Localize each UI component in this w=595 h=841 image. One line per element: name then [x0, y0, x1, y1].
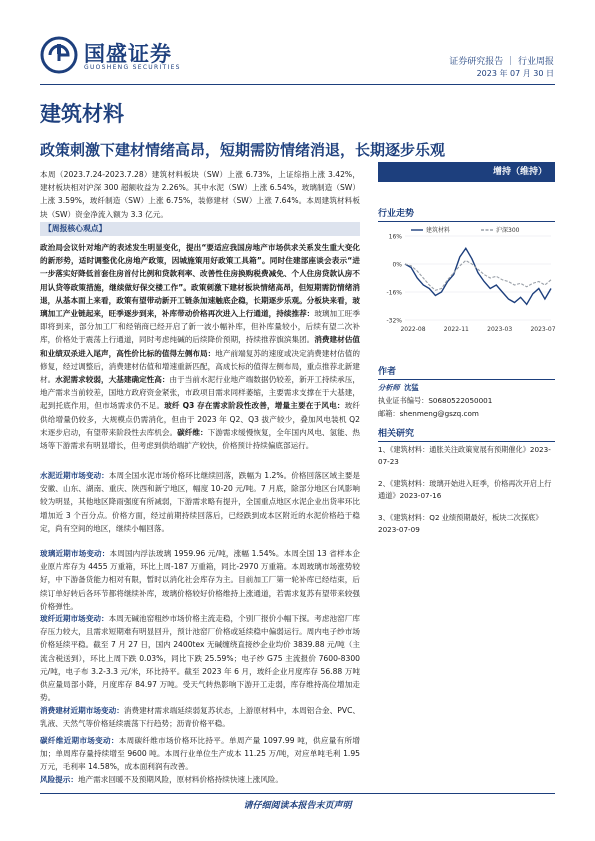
y-tick-label: -16% [386, 289, 402, 297]
core-view-title: 【周报核心观点】 [40, 222, 360, 236]
core-view-building: 地产前端复苏的速度或决定消费建材估值的修复，经过调整后，消费建材估值和增速重新匹配，高成长标的值得左侧布局，重点推荐北新建材。 [40, 348, 360, 385]
report-headline: 政策刺激下建材情绪高昂，短期需防情绪消退，长期逐步乐观 [40, 141, 446, 159]
y-tick-label: 0% [392, 261, 402, 269]
report-date: 2023 年 07 月 30 日 [476, 69, 554, 78]
x-tick-label: 2022-08 [400, 326, 426, 333]
building-title: 消费建材近期市场变动： [40, 706, 124, 715]
footer-divider [40, 793, 555, 794]
glass-text: 本周国内浮法玻璃 1959.96 元/吨，涨幅 1.54%。本周全国 13 省样本企业原片库存为 4455 万重箱，环比上周-187 万重箱，同比-2970 万重箱。本周玻璃市场涨势较好，中下游备货能力相对有限，暂时以消化社会库存为主。目前加工厂第一轮补库已经结束，后续订单好转后各环节都将继续补库，玻璃价格较好价格维持上涨通道，若需求复苏有望带来较强价格弹性。 [40, 549, 360, 611]
y-tick-label: 16% [388, 233, 402, 241]
header-divider [40, 84, 555, 85]
series-line [405, 248, 551, 304]
authors-title: 作者 [378, 364, 555, 380]
building-text: 消费建材需求端延续弱复苏状态，上游原材料中，本周铝合金、PVC、乳液、天然气等价格延续震荡下行趋势；沥青价格平稳。 [40, 706, 361, 729]
core-view-carbon: 下游需求缓慢恢复，全年国内风电、氢能、热场等下游需求有明显增长，但考虑到供给端扩产较快，价格预计持续偏底部运行。 [40, 427, 361, 451]
x-tick-label: 2023-03 [487, 326, 513, 333]
legend-label: 沪深300 [496, 227, 520, 234]
related-item[interactable]: 3、《建筑材料：Q2 业绩预期最好，板块二次探底》2023-07-09 [378, 513, 543, 534]
core-view-building-bold: 消费建材估值和业绩双杀进入尾声，高性价比标的值得左侧布局： [40, 335, 361, 358]
risk-text: 地产需求回暖不及预期风险，原材料价格持续快速上涨风险。 [77, 775, 283, 784]
core-view-cement-bold: 水泥需求较弱，大基建确定性高： [55, 375, 170, 385]
logo-text-cn: 国盛证券 [84, 42, 172, 66]
fiber-paragraph [40, 612, 360, 704]
logo-mark-icon [40, 36, 78, 74]
legend-label: 建筑材料 [426, 227, 451, 234]
core-view-fiber: 玻纤供给增量仍较多，大规模点仍需消化，但由于 2023 年 Q2、Q3 拔产较少，叠加风电装机 Q2 末逐步启动，有望带来阶段性去库机会。 [40, 401, 361, 437]
analyst-cert: 执业证书编号：S0680522050001 [378, 396, 493, 405]
risk-title: 风险提示： [40, 775, 78, 784]
core-view-fiber-bold: 玻纤 Q3 存在需求阶段性改善，增量主要在于风电： [164, 401, 345, 411]
report-type: 证券研究报告 ｜ 行业周报 [449, 57, 554, 67]
series-line [405, 261, 551, 291]
company-logo [40, 36, 190, 74]
building-paragraph [40, 704, 360, 730]
cement-title: 水泥近期市场变动： [40, 471, 109, 480]
carbon-title: 碳纤维近期市场变动： [40, 736, 119, 745]
related-item[interactable]: 2、《建筑材料：玻璃开始进入旺季，价格再次开启上行通道》2023-07-16 [378, 479, 552, 500]
analyst-label: 分析师 [378, 383, 400, 392]
core-view-bold: 政治局会议针对地产的表述发生明显变化，提出“要适应我国房地产市场供求关系发生重大变化的新形势，适时调整优化房地产政策，因城施策用好政策工具箱”。同时住建部座谈会表示“进一步落实好降低首套住房首付比例和贷款利率、改善性住房换购税费减免、个人住房贷款认房不用认贷等政策措施，继续做好保交楼工作”。政策刺激下建材板块情绪高昂，但短期需防情绪消退，从基本面上来看，政策有望带动新开工链条加速触底企稳，长期逐步乐观。分板块来看，玻璃加工产业链起来，旺季逐步到来，补库带动价格再次进入上行通道，持续推荐： [40, 243, 360, 319]
core-view-text [40, 241, 360, 452]
x-tick-label: 2023-07 [530, 326, 556, 333]
x-tick-label: 2022-11 [443, 326, 469, 333]
analyst-email[interactable]: 邮箱：shenmeng@gszq.com [378, 409, 479, 418]
carbon-text: 本周碳纤维市场价格环比持平。单周产量 1097.99 吨，供应量有所增加；单周库存量持续增至 9600 吨。本周行业单位生产成本 11.25 万/吨，对应单吨毛利 1.95 万元，毛利率 14.58%，成本面利润有改善。 [40, 736, 360, 772]
analyst-line [378, 382, 555, 394]
industry-trend-chart [375, 224, 557, 342]
fiber-title: 玻纤近期市场变动： [40, 614, 109, 623]
cement-paragraph [40, 469, 360, 535]
core-view-cement: 由于当前水泥行业地产端数据仍较差，新开工持续承压，地产需求当前较差，国地方政府资金紧张，市政项目需求同样萎缩，主要需求支撑在于大基建，起到托底作用，但市场需求仍不足。 [40, 375, 361, 411]
weekly-summary: 本周（2023.7.24-2023.7.28）建筑材料板块（SW）上涨 6.73%，上证综指上涨 3.42%，建材板块相对沪深 300 超额收益为 2.26%。其中水泥（SW）上涨 6.54%，玻璃制造（SW）上涨 3.59%，玻纤制造（SW）上涨 6.75%，装修建材（SW）上涨 7.64%。本周建筑材料板块（SW）资金净流入额为 3.3 亿元。 [40, 170, 360, 219]
analyst-name: 沈猛 [404, 383, 419, 392]
glass-title: 玻璃近期市场变动： [40, 549, 110, 558]
trend-title: 行业走势 [378, 206, 555, 222]
carbon-paragraph [40, 734, 360, 774]
rating-badge: 增持（维持） [378, 162, 555, 182]
footer-disclaimer: 请仔细阅读本报告末页声明 [243, 801, 352, 811]
core-view-glass: 玻璃加工旺季即将到来，部分加工厂和经销商已经开启了新一波小幅补库，但补库量较小，后续有望二次补库，价格处于震荡上行通道，同时考虑纯碱的后续降价预期，持续推荐旗滨集团。 [40, 309, 361, 345]
related-title: 相关研究 [378, 426, 555, 442]
logo-text-en: GUOSHENG SECURITIES [84, 64, 181, 71]
core-view-carbon-bold: 碳纤维： [177, 427, 208, 437]
glass-paragraph [40, 547, 360, 613]
y-tick-label: -32% [386, 317, 402, 325]
sector-title: 建筑材料 [40, 102, 124, 126]
cement-text: 本周全国水泥市场价格环比继续回落，跌幅为 1.2%。价格回落区域主要是安徽、山东、湖南、重庆、陕西和新宁地区，幅度 10-20 元/吨。7 月底，除部分地区台风影响较为明显，其他地区降雨强度有所减弱，下游需求略有提升，全国重点地区水泥企业出货率环比增加近 3 个百分点。价格方面，经过前期持续回落后，已经跌到成本区附近的水泥价格趋于稳定，尚有空间的地区，继续小幅回落。 [40, 471, 361, 533]
related-item[interactable]: 1、《建筑材料：通胀关注政策宽展有预期催化》2023-07-23 [378, 445, 551, 466]
risk-paragraph [40, 773, 360, 786]
fiber-text: 本周无碱池窑粗纱市场价格主流走稳，个别厂报价小幅下探。考虑池窑厂库存压力较大，且需求短期难有明显回升，预计池窑厂价格或延续稳中偏弱运行。周内电子纱市场价格延续平稳。截至 7 月 27 日，国内 2400tex 无碱缠绕直接纱企业均价 3839.88 元/吨（主流含税送到），环比上周下跌 0.03%，同比下跌 25.59%；电子纱 G75 主流报价 7600-8300 元/吨，电子布 3.2-3.3 元/米，环比持平。截至 2023 年 6 月，玻纤企业月度库存 56.88 万吨供应量局部小降，月度库存 84.97 万吨。受天气转热影响下游开工走弱，库存维持高位增加走势。 [40, 614, 360, 703]
